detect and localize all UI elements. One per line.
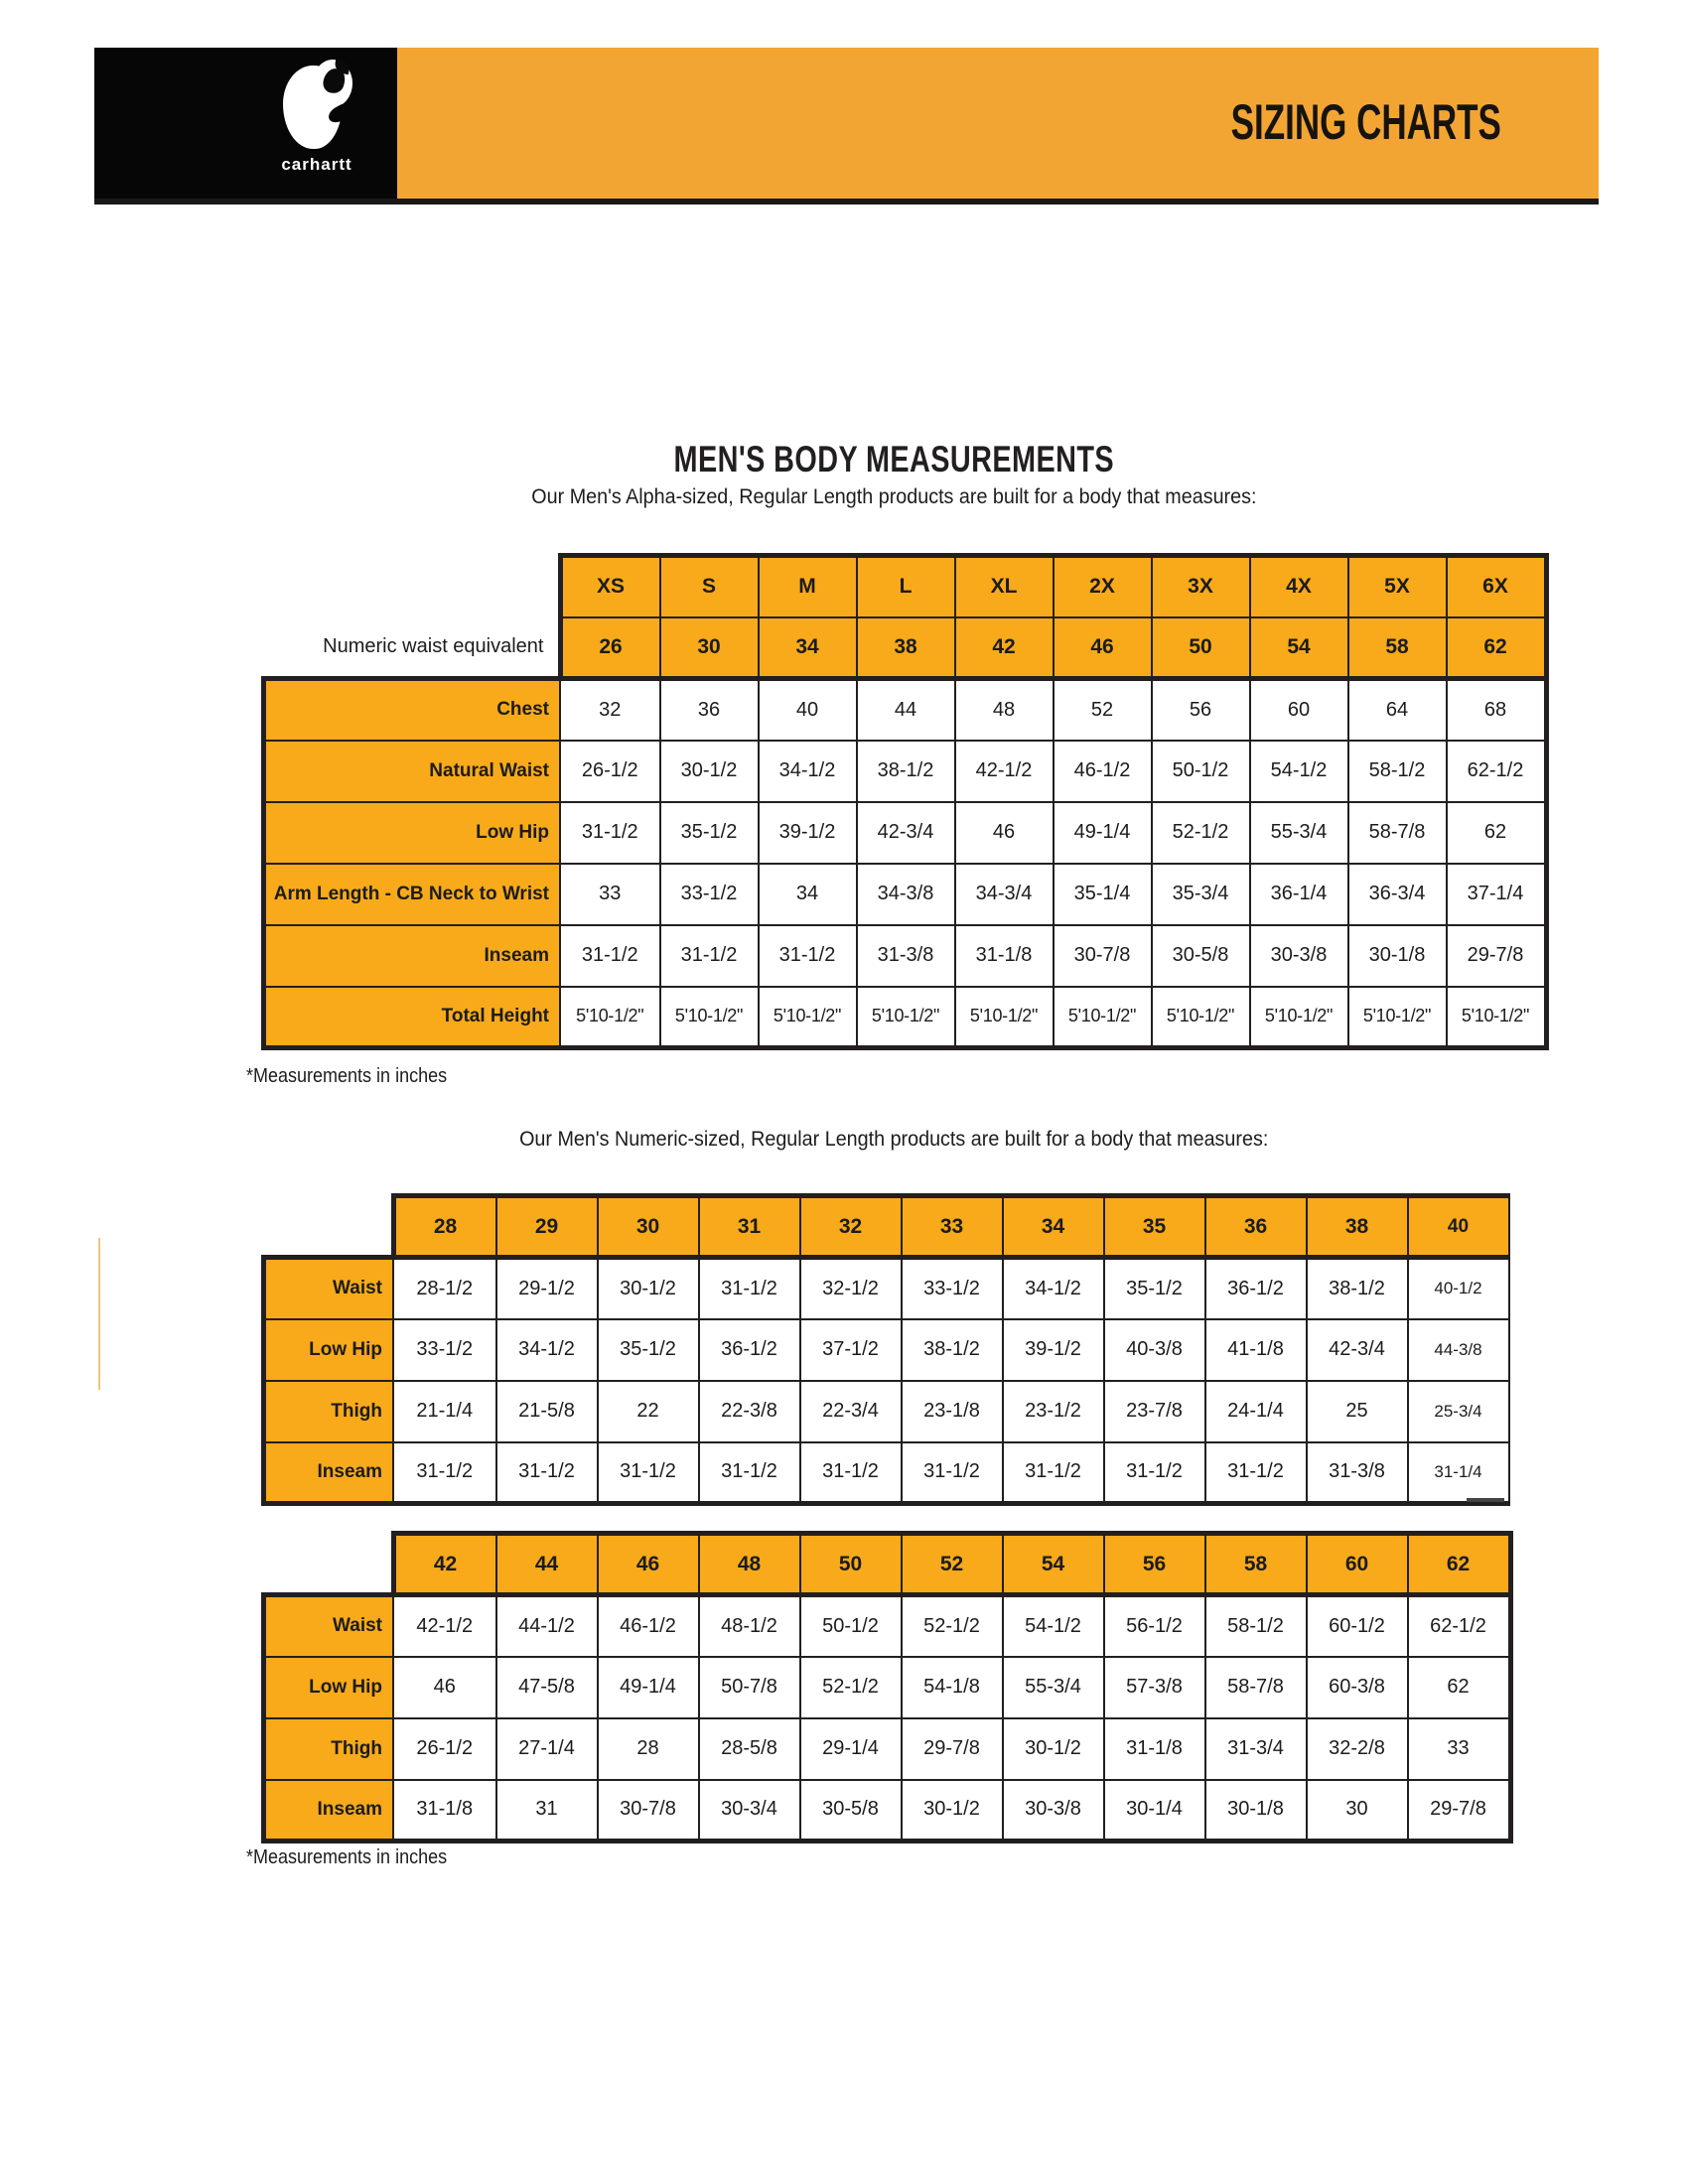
value-cell: 58-7/8 [1205, 1657, 1307, 1718]
value-cell: 21-1/4 [393, 1381, 496, 1442]
value-cell: 30-1/4 [1104, 1780, 1205, 1842]
value-cell: 30-3/4 [699, 1780, 800, 1842]
value-cell: 56 [1152, 679, 1250, 741]
row-label: Inseam [264, 1442, 394, 1504]
value-cell: 49-1/4 [598, 1657, 699, 1718]
value-cell: 31-1/2 [1104, 1442, 1205, 1504]
value-cell: 29-7/8 [1408, 1780, 1511, 1842]
value-cell: 31-1/8 [393, 1780, 496, 1842]
value-cell: 33-1/2 [393, 1319, 496, 1381]
carhartt-logo-lockup [258, 60, 375, 175]
value-cell: 52 [1054, 679, 1152, 741]
value-cell: 31-1/2 [699, 1442, 800, 1504]
size-header-cell: M [759, 556, 857, 617]
value-cell: 31-1/4 [1408, 1442, 1509, 1504]
numeric-waist-cell: 58 [1348, 617, 1447, 679]
value-cell: 40 [759, 679, 857, 741]
value-cell: 36 [660, 679, 759, 741]
value-cell: 40-3/8 [1104, 1319, 1205, 1381]
value-cell: 62 [1447, 802, 1547, 864]
size-header-cell: L [857, 556, 955, 617]
row-label: Natural Waist [264, 741, 561, 802]
size-header-cell: 6X [1447, 556, 1547, 617]
value-cell: 31-1/2 [699, 1258, 800, 1319]
value-cell: 46 [955, 802, 1054, 864]
size-header-cell: 36 [1205, 1196, 1307, 1258]
value-cell: 28-5/8 [699, 1718, 800, 1780]
value-cell: 35-1/2 [1104, 1258, 1205, 1319]
size-header-cell: 48 [699, 1534, 800, 1595]
value-cell: 31-1/2 [393, 1442, 496, 1504]
value-cell: 30-1/2 [598, 1258, 699, 1319]
value-cell: 39-1/2 [1003, 1319, 1104, 1381]
row-label: Inseam [264, 925, 561, 987]
page-title: MEN'S BODY MEASUREMENTS [673, 439, 1114, 479]
size-header-cell: 34 [1003, 1196, 1104, 1258]
value-cell: 28 [598, 1718, 699, 1780]
value-cell: 32-1/2 [800, 1258, 902, 1319]
value-cell: 55-3/4 [1250, 802, 1348, 864]
value-cell: 29-1/4 [800, 1718, 902, 1780]
value-cell: 31-1/2 [759, 925, 857, 987]
value-cell: 48 [955, 679, 1054, 741]
size-header-cell: 35 [1104, 1196, 1205, 1258]
size-header-cell: XS [560, 556, 660, 617]
value-cell: 31-3/4 [1205, 1718, 1307, 1780]
value-cell: 28-1/2 [393, 1258, 496, 1319]
numeric-waist-cell: 34 [759, 617, 857, 679]
value-cell: 52-1/2 [1152, 802, 1250, 864]
size-header-cell: XL [955, 556, 1054, 617]
value-cell: 40-1/2 [1408, 1258, 1509, 1319]
value-cell: 5'10-1/2" [1054, 987, 1152, 1048]
banner-title: SIZING CHARTS [1230, 93, 1501, 150]
value-cell: 52-1/2 [902, 1595, 1003, 1657]
value-cell: 38-1/2 [902, 1319, 1003, 1381]
value-cell: 42-3/4 [1307, 1319, 1408, 1381]
value-cell: 30-3/8 [1250, 925, 1348, 987]
value-cell: 34-1/2 [759, 741, 857, 802]
value-cell: 31-1/2 [902, 1442, 1003, 1504]
value-cell: 31-1/2 [598, 1442, 699, 1504]
stray-mark [98, 1238, 100, 1390]
row-label: Waist [264, 1258, 394, 1319]
value-cell: 30 [1307, 1780, 1408, 1842]
value-cell: 58-7/8 [1348, 802, 1447, 864]
value-cell: 44-3/8 [1408, 1319, 1509, 1381]
value-cell: 31-1/2 [660, 925, 759, 987]
numeric-waist-cell: 38 [857, 617, 955, 679]
value-cell: 35-1/2 [598, 1319, 699, 1381]
value-cell: 23-1/8 [902, 1381, 1003, 1442]
value-cell: 54-1/8 [902, 1657, 1003, 1718]
value-cell: 62-1/2 [1447, 741, 1547, 802]
value-cell: 30-7/8 [1054, 925, 1152, 987]
value-cell: 47-5/8 [496, 1657, 598, 1718]
value-cell: 48-1/2 [699, 1595, 800, 1657]
value-cell: 36-1/2 [1205, 1258, 1307, 1319]
size-header-cell: 42 [393, 1534, 496, 1595]
value-cell: 30-1/2 [902, 1780, 1003, 1842]
value-cell: 58-1/2 [1205, 1595, 1307, 1657]
value-cell: 25 [1307, 1381, 1408, 1442]
brand-banner [94, 48, 1599, 205]
numeric-intro: Our Men's Numeric-sized, Regular Length products are built for a body that measures: [518, 1128, 1269, 1151]
value-cell: 68 [1447, 679, 1547, 741]
value-cell: 35-1/4 [1054, 864, 1152, 925]
size-header-cell: 29 [496, 1196, 598, 1258]
value-cell: 30-5/8 [800, 1780, 902, 1842]
value-cell: 50-7/8 [699, 1657, 800, 1718]
table-border-overhang [1467, 1498, 1504, 1502]
value-cell: 56-1/2 [1104, 1595, 1205, 1657]
size-header-cell: 54 [1003, 1534, 1104, 1595]
value-cell: 25-3/4 [1408, 1381, 1509, 1442]
size-header-cell: 58 [1205, 1534, 1307, 1595]
value-cell: 5'10-1/2" [1447, 987, 1547, 1048]
value-cell: 34-3/8 [857, 864, 955, 925]
value-cell: 26-1/2 [393, 1718, 496, 1780]
size-header-cell: 30 [598, 1196, 699, 1258]
size-header-cell: 38 [1307, 1196, 1408, 1258]
value-cell: 33 [560, 864, 660, 925]
value-cell: 54-1/2 [1250, 741, 1348, 802]
value-cell: 30-1/2 [1003, 1718, 1104, 1780]
value-cell: 5'10-1/2" [1152, 987, 1250, 1048]
value-cell: 64 [1348, 679, 1447, 741]
value-cell: 49-1/4 [1054, 802, 1152, 864]
value-cell: 5'10-1/2" [857, 987, 955, 1048]
value-cell: 5'10-1/2" [660, 987, 759, 1048]
value-cell: 34 [759, 864, 857, 925]
value-cell: 50-1/2 [800, 1595, 902, 1657]
value-cell: 54-1/2 [1003, 1595, 1104, 1657]
value-cell: 60 [1250, 679, 1348, 741]
value-cell: 46 [393, 1657, 496, 1718]
row-label: Low Hip [264, 1657, 394, 1718]
value-cell: 46-1/2 [1054, 741, 1152, 802]
carhartt-logo [94, 48, 397, 199]
value-cell: 38-1/2 [857, 741, 955, 802]
value-cell: 32 [560, 679, 660, 741]
alpha-intro: Our Men's Alpha-sized, Regular Length products are built for a body that measures: [530, 485, 1257, 508]
value-cell: 33-1/2 [660, 864, 759, 925]
size-header-cell: 46 [598, 1534, 699, 1595]
row-label: Low Hip [264, 802, 561, 864]
value-cell: 42-1/2 [955, 741, 1054, 802]
carhartt-c-icon [281, 60, 352, 151]
value-cell: 31-1/2 [1205, 1442, 1307, 1504]
value-cell: 44 [857, 679, 955, 741]
value-cell: 29-7/8 [902, 1718, 1003, 1780]
value-cell: 22 [598, 1381, 699, 1442]
value-cell: 22-3/4 [800, 1381, 902, 1442]
value-cell: 30-1/2 [660, 741, 759, 802]
value-cell: 31-1/2 [560, 925, 660, 987]
size-header-cell: 31 [699, 1196, 800, 1258]
value-cell: 36-1/2 [699, 1319, 800, 1381]
value-cell: 29-7/8 [1447, 925, 1547, 987]
value-cell: 30-5/8 [1152, 925, 1250, 987]
value-cell: 24-1/4 [1205, 1381, 1307, 1442]
value-cell: 60-3/8 [1307, 1657, 1408, 1718]
value-cell: 37-1/2 [800, 1319, 902, 1381]
value-cell: 42-3/4 [857, 802, 955, 864]
row-label: Total Height [264, 987, 561, 1048]
value-cell: 31-1/2 [1003, 1442, 1104, 1504]
measurements-footnote-alpha: *Measurements in inches [246, 1065, 448, 1087]
value-cell: 31-1/8 [1104, 1718, 1205, 1780]
value-cell: 42-1/2 [393, 1595, 496, 1657]
value-cell: 5'10-1/2" [1250, 987, 1348, 1048]
value-cell: 29-1/2 [496, 1258, 598, 1319]
value-cell: 31-3/8 [1307, 1442, 1408, 1504]
row-label: Chest [264, 679, 561, 741]
value-cell: 5'10-1/2" [1348, 987, 1447, 1048]
value-cell: 30-1/8 [1348, 925, 1447, 987]
value-cell: 36-1/4 [1250, 864, 1348, 925]
value-cell: 31-1/8 [955, 925, 1054, 987]
value-cell: 27-1/4 [496, 1718, 598, 1780]
numeric-waist-cell: 54 [1250, 617, 1348, 679]
value-cell: 62 [1408, 1657, 1511, 1718]
value-cell: 5'10-1/2" [955, 987, 1054, 1048]
size-header-cell: 52 [902, 1534, 1003, 1595]
size-header-cell: 44 [496, 1534, 598, 1595]
spacer-cell [264, 1534, 394, 1595]
value-cell: 52-1/2 [800, 1657, 902, 1718]
value-cell: 5'10-1/2" [560, 987, 660, 1048]
size-header-cell: 40 [1408, 1196, 1509, 1258]
row-label: Thigh [264, 1381, 394, 1442]
size-header-cell: 3X [1152, 556, 1250, 617]
size-header-cell: 5X [1348, 556, 1447, 617]
value-cell: 50-1/2 [1152, 741, 1250, 802]
value-cell: 39-1/2 [759, 802, 857, 864]
value-cell: 57-3/8 [1104, 1657, 1205, 1718]
alpha-size-table [261, 553, 1549, 1050]
value-cell: 23-7/8 [1104, 1381, 1205, 1442]
row-label: Inseam [264, 1780, 394, 1842]
value-cell: 35-3/4 [1152, 864, 1250, 925]
row-label: Arm Length - CB Neck to Wrist [264, 864, 561, 925]
size-header-cell: 56 [1104, 1534, 1205, 1595]
value-cell: 38-1/2 [1307, 1258, 1408, 1319]
value-cell: 58-1/2 [1348, 741, 1447, 802]
numeric-waist-cell: 46 [1054, 617, 1152, 679]
numeric-size-table-large [261, 1531, 1513, 1843]
value-cell: 33-1/2 [902, 1258, 1003, 1319]
numeric-waist-cell: 50 [1152, 617, 1250, 679]
value-cell: 30-3/8 [1003, 1780, 1104, 1842]
value-cell: 34-3/4 [955, 864, 1054, 925]
numeric-waist-cell: 26 [560, 617, 660, 679]
value-cell: 31-1/2 [496, 1442, 598, 1504]
value-cell: 31-3/8 [857, 925, 955, 987]
numeric-waist-cell: 42 [955, 617, 1054, 679]
value-cell: 21-5/8 [496, 1381, 598, 1442]
value-cell: 34-1/2 [496, 1319, 598, 1381]
spacer-cell [264, 556, 561, 617]
size-header-cell: S [660, 556, 759, 617]
value-cell: 36-3/4 [1348, 864, 1447, 925]
value-cell: 26-1/2 [560, 741, 660, 802]
numeric-waist-label: Numeric waist equivalent [264, 617, 561, 679]
value-cell: 35-1/2 [660, 802, 759, 864]
value-cell: 32-2/8 [1307, 1718, 1408, 1780]
value-cell: 31 [496, 1780, 598, 1842]
value-cell: 22-3/8 [699, 1381, 800, 1442]
value-cell: 33 [1408, 1718, 1511, 1780]
row-label: Thigh [264, 1718, 394, 1780]
size-header-cell: 4X [1250, 556, 1348, 617]
size-header-cell: 33 [902, 1196, 1003, 1258]
row-label: Waist [264, 1595, 394, 1657]
value-cell: 55-3/4 [1003, 1657, 1104, 1718]
row-label: Low Hip [264, 1319, 394, 1381]
size-header-cell: 28 [393, 1196, 496, 1258]
measurements-footnote-numeric: *Measurements in inches [246, 1846, 448, 1868]
value-cell: 34-1/2 [1003, 1258, 1104, 1319]
value-cell: 62-1/2 [1408, 1595, 1511, 1657]
value-cell: 5'10-1/2" [759, 987, 857, 1048]
value-cell: 41-1/8 [1205, 1319, 1307, 1381]
value-cell: 30-7/8 [598, 1780, 699, 1842]
size-header-cell: 62 [1408, 1534, 1511, 1595]
value-cell: 46-1/2 [598, 1595, 699, 1657]
brand-wordmark: carhartt [281, 155, 352, 174]
numeric-size-table-small [261, 1193, 1510, 1506]
value-cell: 31-1/2 [560, 802, 660, 864]
size-header-cell: 60 [1307, 1534, 1408, 1595]
value-cell: 37-1/4 [1447, 864, 1547, 925]
value-cell: 23-1/2 [1003, 1381, 1104, 1442]
spacer-cell [264, 1196, 394, 1258]
value-cell: 44-1/2 [496, 1595, 598, 1657]
value-cell: 60-1/2 [1307, 1595, 1408, 1657]
size-header-cell: 32 [800, 1196, 902, 1258]
value-cell: 30-1/8 [1205, 1780, 1307, 1842]
value-cell: 31-1/2 [800, 1442, 902, 1504]
numeric-waist-cell: 30 [660, 617, 759, 679]
size-header-cell: 50 [800, 1534, 902, 1595]
size-header-cell: 2X [1054, 556, 1152, 617]
numeric-waist-cell: 62 [1447, 617, 1547, 679]
